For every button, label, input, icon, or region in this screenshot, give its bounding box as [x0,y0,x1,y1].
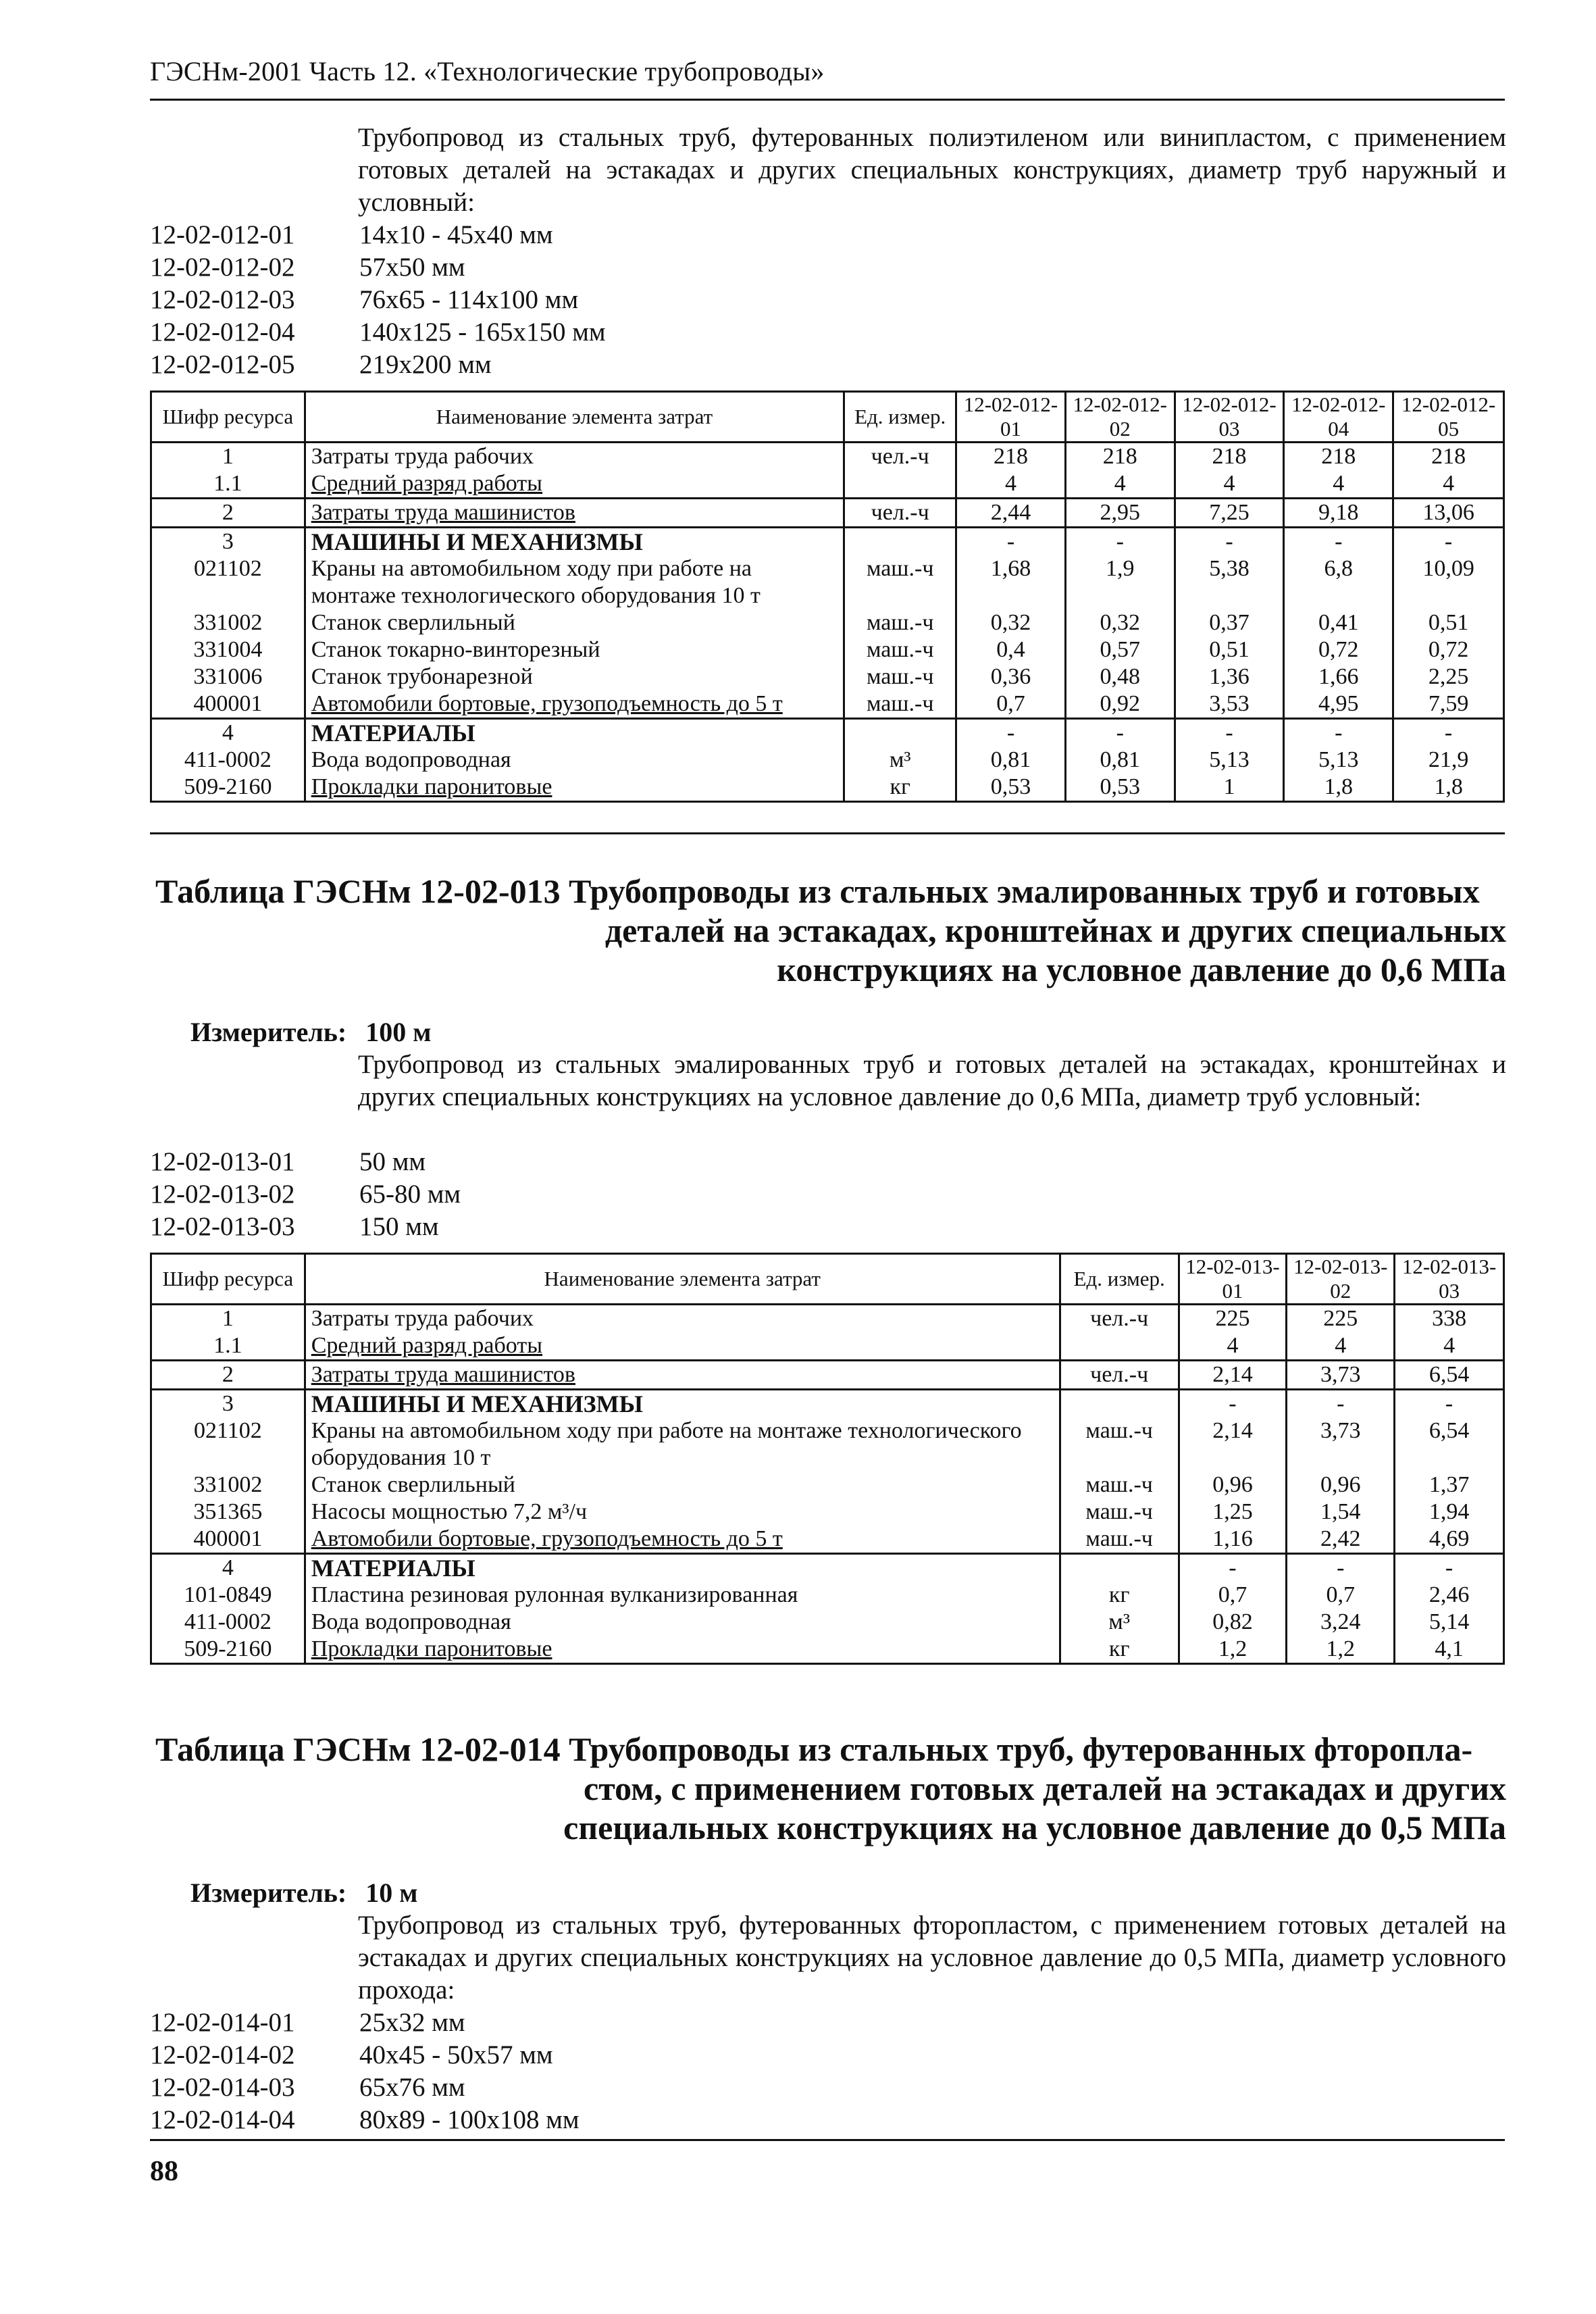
unit-cell: маш.-ч [1060,1499,1179,1526]
value-cell: 4,1 [1395,1636,1504,1664]
resource-code-cell: 021102 [151,1417,305,1472]
unit-cell: кг [1060,1636,1179,1664]
value-cell: 6,54 [1395,1361,1504,1390]
measure-label: Измеритель: [190,1878,347,1908]
value-cell: - [1287,1390,1395,1418]
unit-cell: чел.-ч [844,499,956,528]
value-cell: - [1393,528,1504,556]
column-header: 12-02-012-02 [1065,392,1175,443]
title-line: Таблица ГЭСНм 12-02-013 Трубопроводы из стальных эмалированных труб и готовых [155,872,1480,910]
value-cell: 1,8 [1284,774,1393,802]
table-row [151,1361,1504,1390]
value-cell: 0,41 [1284,609,1393,636]
value-cell: 1,8 [1393,774,1504,802]
value-cell: 218 [956,443,1066,471]
table-row [151,1390,1504,1418]
column-header: Наименование элемента затрат [305,1254,1060,1305]
section-014-description: Трубопровод из стальных труб, футерованных фторопластом, с применением готовых деталей на эстакадах и других специальных конструкциях на условное давление до 0,5 МПа, диаметр условного прохода: [358,1911,1506,2005]
section-012-description: Трубопровод из стальных труб, футерованных полиэтиленом или винипластом, с применением готовых деталей на эстакадах и других специальных конструкциях, диаметр труб наружный и условный: [358,123,1506,217]
value-cell: 5,38 [1175,555,1284,609]
column-header: 12-02-013-01 [1179,1254,1287,1305]
resource-code-cell: 400001 [151,690,305,719]
code: 12-02-014-02 [150,2040,295,2069]
header-divider [150,99,1505,101]
unit-cell: маш.-ч [844,555,956,609]
code-row [150,1178,461,1211]
value-cell: 1,2 [1287,1636,1395,1664]
column-header: Ед. измер. [844,392,956,443]
value-cell: 0,72 [1393,636,1504,663]
unit-cell: чел.-ч [844,443,956,471]
table-header-row [151,392,1504,443]
cost-element-cell: Краны на автомобильном ходу при работе на монтаже технологического оборудования 10 т [305,1417,1060,1472]
column-header: 12-02-013-03 [1395,1254,1504,1305]
value-cell: 4,95 [1284,690,1393,719]
column-header: 12-02-012-04 [1284,392,1393,443]
code-row [150,2007,580,2039]
unit-cell: кг [844,774,956,802]
value-cell: 5,13 [1175,747,1284,774]
value-cell: 5,14 [1395,1609,1504,1636]
unit-cell: м³ [1060,1609,1179,1636]
dimension: 50 мм [359,1147,426,1176]
unit-cell [844,470,956,499]
table-title-013 [155,872,1506,989]
table-title-014 [155,1730,1506,1847]
value-cell: 4 [1065,470,1175,499]
value-cell: - [1393,719,1504,747]
resource-table-012 [150,391,1505,803]
value-cell: 2,42 [1287,1526,1395,1554]
resource-code-cell: 351365 [151,1499,305,1526]
measure-label: Измеритель: [190,1017,347,1047]
title-line: специальных конструкциях на условное давление до 0,5 МПа [563,1809,1506,1846]
table-row [151,528,1504,556]
resource-code-cell: 101-0849 [151,1582,305,1609]
table-row [151,1636,1504,1664]
unit-cell [844,528,956,556]
column-header: Шифр ресурса [151,1254,305,1305]
resource-code-cell: 331002 [151,609,305,636]
code-row [150,2071,580,2104]
unit-cell [1060,1554,1179,1582]
cost-element-cell: Станок трубонарезной [305,663,844,690]
cost-element-cell: МАТЕРИАЛЫ [305,1554,1060,1582]
resource-code-cell: 400001 [151,1526,305,1554]
value-cell: 218 [1284,443,1393,471]
resource-code-cell: 411-0002 [151,747,305,774]
value-cell: 0,37 [1175,609,1284,636]
unit-cell: маш.-ч [1060,1526,1179,1554]
cost-element-cell: МАШИНЫ И МЕХАНИЗМЫ [305,1390,1060,1418]
code-row [150,1211,461,1243]
resource-table-013 [150,1253,1505,1665]
value-cell: - [956,719,1066,747]
section-013-codes [150,1146,461,1243]
code-row [150,349,606,381]
unit-cell: маш.-ч [844,690,956,719]
dimension: 76x65 - 114x100 мм [359,285,579,314]
table-row [151,747,1504,774]
table-row [151,609,1504,636]
value-cell: 1 [1175,774,1284,802]
code: 12-02-014-01 [150,2008,295,2037]
cost-element-cell: Вода водопроводная [305,1609,1060,1636]
cost-element-cell: Автомобили бортовые, грузоподъемность до 5 т [305,1526,1060,1554]
value-cell: 4,69 [1395,1526,1504,1554]
table-row [151,1417,1504,1472]
table-row [151,690,1504,719]
measure-unit-014 [190,1877,436,1909]
cost-element-cell: Прокладки паронитовые [305,1636,1060,1664]
cost-element-cell: Средний разряд работы [305,1332,1060,1361]
value-cell: 0,48 [1065,663,1175,690]
cost-element-cell: Станок сверлильный [305,1472,1060,1499]
resource-code-cell: 331002 [151,1472,305,1499]
value-cell: 0,53 [1065,774,1175,802]
value-cell: 2,14 [1179,1417,1287,1472]
value-cell: 218 [1393,443,1504,471]
cost-element-cell: Вода водопроводная [305,747,844,774]
value-cell: 0,81 [956,747,1066,774]
value-cell: 9,18 [1284,499,1393,528]
dimension: 14x10 - 45x40 мм [359,220,553,249]
value-cell: 4 [1287,1332,1395,1361]
code: 12-02-014-03 [150,2073,295,2102]
value-cell: 1,16 [1179,1526,1287,1554]
value-cell: - [1065,719,1175,747]
value-cell: 2,14 [1179,1361,1287,1390]
value-cell: - [1395,1554,1504,1582]
resource-code-cell: 3 [151,528,305,556]
section-divider [150,832,1505,834]
value-cell: 1,2 [1179,1636,1287,1664]
unit-cell [1060,1390,1179,1418]
dimension: 25x32 мм [359,2008,465,2037]
value-cell: 0,57 [1065,636,1175,663]
code-row [150,1146,461,1178]
value-cell: 3,53 [1175,690,1284,719]
column-header: Наименование элемента затрат [305,392,844,443]
column-header: 12-02-013-02 [1287,1254,1395,1305]
value-cell: - [956,528,1066,556]
resource-code-cell: 021102 [151,555,305,609]
code-row [150,2039,580,2071]
cost-element-cell: Автомобили бортовые, грузоподъемность до 5 т [305,690,844,719]
value-cell: 1,66 [1284,663,1393,690]
value-cell: - [1395,1390,1504,1418]
dimension: 57x50 мм [359,253,465,282]
table-header-row [151,1254,1504,1305]
unit-cell [1060,1332,1179,1361]
section-013-description: Трубопровод из стальных эмалированных труб и готовых деталей на эстакадах, кронштейнах и других специальных конструкциях на условное давление до 0,6 МПа, диаметр труб условный: [358,1050,1506,1111]
section-divider [150,2139,1505,2141]
value-cell: 4 [1284,470,1393,499]
table-row [151,1472,1504,1499]
value-cell: 1,37 [1395,1472,1504,1499]
value-cell: 0,72 [1284,636,1393,663]
title-line: деталей на эстакадах, кронштейнах и других специальных [604,911,1506,949]
value-cell: 0,7 [1287,1582,1395,1609]
dimension: 65x76 мм [359,2073,465,2102]
resource-code-cell: 4 [151,719,305,747]
value-cell: 2,44 [956,499,1066,528]
value-cell: 2,25 [1393,663,1504,690]
code: 12-02-014-04 [150,2105,295,2134]
code-row [150,251,606,284]
code-row [150,316,606,349]
table-row [151,636,1504,663]
resource-code-cell: 411-0002 [151,1609,305,1636]
table-row [151,470,1504,499]
table-row [151,443,1504,471]
cost-element-cell: Затраты труда рабочих [305,1305,1060,1333]
value-cell: 0,4 [956,636,1066,663]
value-cell: 13,06 [1393,499,1504,528]
value-cell: 5,13 [1284,747,1393,774]
code: 12-02-012-03 [150,285,295,314]
code: 12-02-013-01 [150,1147,295,1176]
value-cell: - [1284,528,1393,556]
resource-code-cell: 1 [151,1305,305,1333]
value-cell: 4 [1395,1332,1504,1361]
dimension: 150 мм [359,1212,439,1241]
column-header: Шифр ресурса [151,392,305,443]
value-cell: 1,68 [956,555,1066,609]
section-012-codes [150,219,606,381]
cost-element-cell: Станок сверлильный [305,609,844,636]
value-cell: - [1175,719,1284,747]
value-cell: 6,54 [1395,1417,1504,1472]
table-row [151,555,1504,609]
title-line: конструкциях на условное давление до 0,6 МПа [777,951,1506,988]
resource-code-cell: 331004 [151,636,305,663]
cost-element-cell: Прокладки паронитовые [305,774,844,802]
value-cell: 0,7 [956,690,1066,719]
value-cell: 4 [1393,470,1504,499]
table-row [151,1499,1504,1526]
column-header: 12-02-012-01 [956,392,1066,443]
resource-code-cell: 509-2160 [151,1636,305,1664]
value-cell: - [1179,1390,1287,1418]
table-row [151,1526,1504,1554]
unit-cell: маш.-ч [844,663,956,690]
value-cell: 1,9 [1065,555,1175,609]
resource-code-cell: 331006 [151,663,305,690]
value-cell: - [1175,528,1284,556]
code-row [150,219,606,251]
value-cell: - [1065,528,1175,556]
code: 12-02-012-01 [150,220,295,249]
dimension: 65-80 мм [359,1180,461,1209]
value-cell: - [1287,1554,1395,1582]
value-cell: 6,8 [1284,555,1393,609]
unit-cell: маш.-ч [1060,1417,1179,1472]
value-cell: 218 [1065,443,1175,471]
table-row [151,1305,1504,1333]
value-cell: 338 [1395,1305,1504,1333]
value-cell: 0,53 [956,774,1066,802]
cost-element-cell: Насосы мощностью 7,2 м³/ч [305,1499,1060,1526]
value-cell: 2,46 [1395,1582,1504,1609]
column-header: 12-02-012-05 [1393,392,1504,443]
unit-cell: м³ [844,747,956,774]
resource-code-cell: 4 [151,1554,305,1582]
table-row [151,774,1504,802]
column-header: Ед. измер. [1060,1254,1179,1305]
value-cell: 0,51 [1175,636,1284,663]
table-row [151,1332,1504,1361]
value-cell: 10,09 [1393,555,1504,609]
dimension: 219x200 мм [359,350,492,379]
unit-cell [844,719,956,747]
value-cell: 1,94 [1395,1499,1504,1526]
value-cell: 7,59 [1393,690,1504,719]
value-cell: 3,73 [1287,1417,1395,1472]
value-cell: 2,95 [1065,499,1175,528]
value-cell: 225 [1287,1305,1395,1333]
value-cell: 0,92 [1065,690,1175,719]
value-cell: 1,36 [1175,663,1284,690]
cost-element-cell: Станок токарно-винторезный [305,636,844,663]
unit-cell: маш.-ч [844,636,956,663]
resource-code-cell: 1.1 [151,470,305,499]
cost-element-cell: Затраты труда рабочих [305,443,844,471]
value-cell: 0,32 [956,609,1066,636]
code-row [150,2104,580,2136]
cost-element-cell: Пластина резиновая рулонная вулканизированная [305,1582,1060,1609]
code: 12-02-012-05 [150,350,295,379]
unit-cell: чел.-ч [1060,1361,1179,1390]
value-cell: 1,25 [1179,1499,1287,1526]
value-cell: - [1284,719,1393,747]
value-cell: 0,51 [1393,609,1504,636]
value-cell: 4 [1175,470,1284,499]
measure-value: 10 м [365,1878,418,1908]
title-line: Таблица ГЭСНм 12-02-014 Трубопроводы из стальных труб, футерованных фторопла- [155,1730,1473,1768]
dimension: 40x45 - 50x57 мм [359,2040,553,2069]
code: 12-02-013-02 [150,1180,295,1209]
table-row [151,499,1504,528]
value-cell: 0,82 [1179,1609,1287,1636]
dimension: 140x125 - 165x150 мм [359,318,606,347]
measure-unit-013 [190,1016,450,1048]
value-cell: 218 [1175,443,1284,471]
section-014-codes [150,2007,580,2136]
value-cell: 0,96 [1287,1472,1395,1499]
table-row [151,663,1504,690]
cost-element-cell: Затраты труда машинистов [305,1361,1060,1390]
unit-cell: кг [1060,1582,1179,1609]
resource-code-cell: 2 [151,1361,305,1390]
value-cell: 0,32 [1065,609,1175,636]
resource-code-cell: 3 [151,1390,305,1418]
cost-element-cell: Затраты труда машинистов [305,499,844,528]
cost-element-cell: Средний разряд работы [305,470,844,499]
dimension: 80x89 - 100x108 мм [359,2105,580,2134]
title-line: стом, с применением готовых деталей на эстакадах и других [584,1769,1506,1807]
value-cell: 0,7 [1179,1582,1287,1609]
table-row [151,719,1504,747]
measure-value: 100 м [365,1017,432,1047]
value-cell: 1,54 [1287,1499,1395,1526]
unit-cell: маш.-ч [1060,1472,1179,1499]
resource-code-cell: 509-2160 [151,774,305,802]
table-row [151,1609,1504,1636]
code: 12-02-012-04 [150,318,295,347]
resource-code-cell: 1.1 [151,1332,305,1361]
resource-code-cell: 2 [151,499,305,528]
table-row [151,1554,1504,1582]
value-cell: 0,96 [1179,1472,1287,1499]
value-cell: 21,9 [1393,747,1504,774]
unit-cell: чел.-ч [1060,1305,1179,1333]
resource-code-cell: 1 [151,443,305,471]
table-row [151,1582,1504,1609]
column-header: 12-02-012-03 [1175,392,1284,443]
value-cell: 7,25 [1175,499,1284,528]
value-cell: 4 [956,470,1066,499]
value-cell: 225 [1179,1305,1287,1333]
unit-cell: маш.-ч [844,609,956,636]
cost-element-cell: МАТЕРИАЛЫ [305,719,844,747]
value-cell: 3,24 [1287,1609,1395,1636]
code: 12-02-012-02 [150,253,295,282]
value-cell: 0,36 [956,663,1066,690]
value-cell: 4 [1179,1332,1287,1361]
value-cell: 3,73 [1287,1361,1395,1390]
code: 12-02-013-03 [150,1212,295,1241]
cost-element-cell: МАШИНЫ И МЕХАНИЗМЫ [305,528,844,556]
value-cell: 0,81 [1065,747,1175,774]
page-number: 88 [150,2156,178,2187]
code-row [150,284,606,316]
running-head: ГЭСНм-2001 Часть 12. «Технологические трубопроводы» [150,56,825,86]
value-cell: - [1179,1554,1287,1582]
cost-element-cell: Краны на автомобильном ходу при работе на монтаже технологического оборудования 10 т [305,555,844,609]
